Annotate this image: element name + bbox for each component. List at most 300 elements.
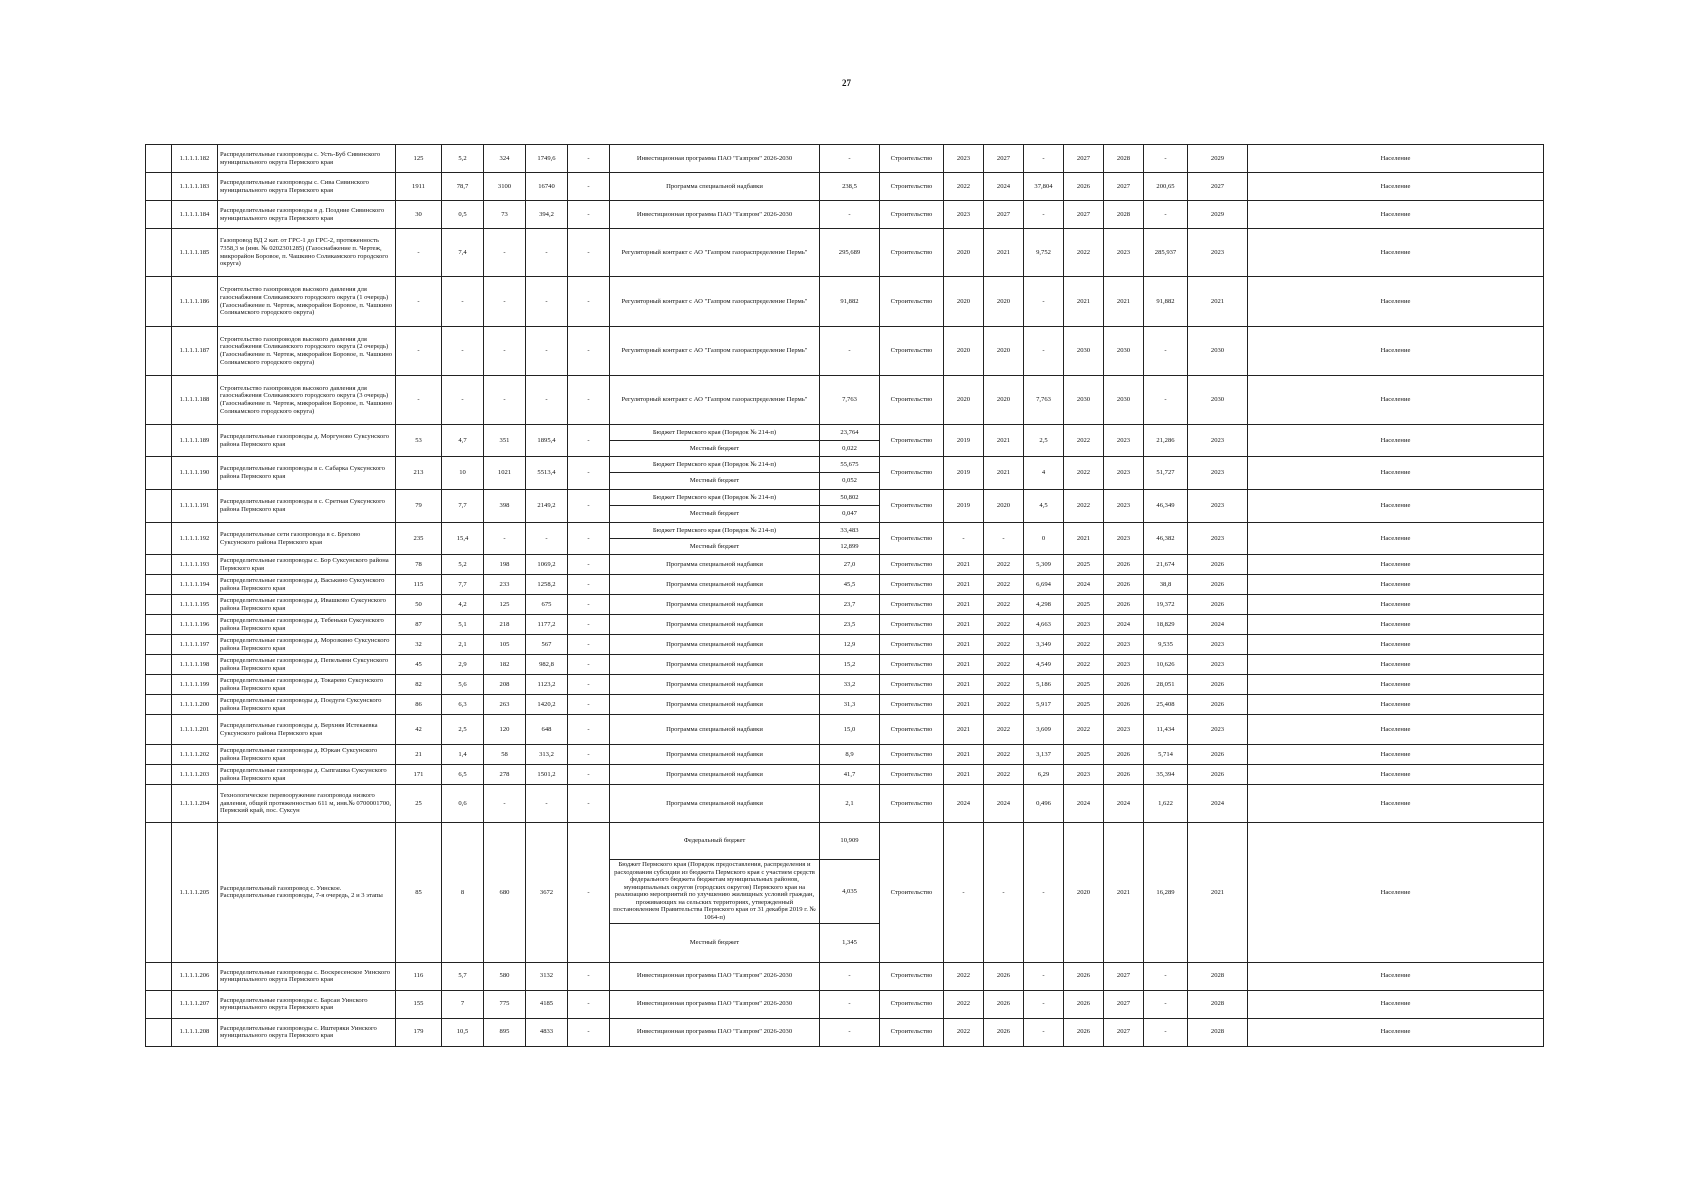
- build-cost-cell: 285,937: [1144, 229, 1188, 277]
- blank-cell: [146, 595, 172, 615]
- annual-volume-cell: -: [526, 376, 568, 425]
- work-type-cell: Строительство: [880, 1018, 944, 1046]
- design-cost-cell: -: [1024, 327, 1064, 376]
- funding-amount-cell: 33,483: [820, 523, 880, 539]
- build-cost-cell: -: [1144, 376, 1188, 425]
- design-start-cell: 2020: [944, 327, 984, 376]
- gas-volume-cell: 895: [484, 1018, 526, 1046]
- households-cell: 125: [396, 145, 442, 173]
- design-cost-cell: -: [1024, 145, 1064, 173]
- funding-source-cell: Регуляторный контракт с АО "Газпром газораспределение Пермь": [610, 327, 820, 376]
- funding-source-cell: Программа специальной надбавки: [610, 765, 820, 785]
- design-cost-cell: 6,694: [1024, 575, 1064, 595]
- blank-cell: [146, 962, 172, 990]
- build-cost-cell: 10,626: [1144, 655, 1188, 675]
- consumer-category-cell: Население: [1248, 675, 1544, 695]
- design-end-cell: 2020: [984, 327, 1024, 376]
- build-start-cell: 2023: [1064, 765, 1104, 785]
- length-km-cell: 5,6: [442, 675, 484, 695]
- length-km-cell: 7,7: [442, 575, 484, 595]
- build-start-cell: 2025: [1064, 695, 1104, 715]
- work-type-cell: Строительство: [880, 715, 944, 745]
- households-cell: 42: [396, 715, 442, 745]
- commission-year-cell: 2026: [1188, 575, 1248, 595]
- object-name-cell: Распределительные газопроводы с. Сива Сивинского муниципального округа Пермского края: [218, 173, 396, 201]
- design-start-cell: 2021: [944, 765, 984, 785]
- item-number-cell: 1.1.1.1.193: [172, 555, 218, 575]
- annual-volume-cell: 648: [526, 715, 568, 745]
- build-start-cell: 2024: [1064, 785, 1104, 823]
- annual-volume-cell: 1123,2: [526, 675, 568, 695]
- design-start-cell: 2024: [944, 785, 984, 823]
- build-end-cell: 2028: [1104, 201, 1144, 229]
- build-cost-cell: -: [1144, 201, 1188, 229]
- industrial-cell: -: [568, 229, 610, 277]
- item-number-cell: 1.1.1.1.201: [172, 715, 218, 745]
- work-type-cell: Строительство: [880, 425, 944, 457]
- commission-year-cell: 2030: [1188, 376, 1248, 425]
- item-number-cell: 1.1.1.1.199: [172, 675, 218, 695]
- length-km-cell: 7: [442, 990, 484, 1018]
- work-type-cell: Строительство: [880, 675, 944, 695]
- funding-source-cell: Регуляторный контракт с АО "Газпром газораспределение Пермь": [610, 277, 820, 327]
- table-row: [146, 990, 1544, 1018]
- blank-cell: [146, 675, 172, 695]
- blank-cell: [146, 376, 172, 425]
- item-number-cell: 1.1.1.1.184: [172, 201, 218, 229]
- funding-amount-cell: 1,345: [820, 923, 880, 962]
- item-number-cell: 1.1.1.1.191: [172, 490, 218, 523]
- length-km-cell: -: [442, 277, 484, 327]
- funding-source-cell: Бюджет Пермского края (Порядок № 214-п): [610, 490, 820, 506]
- item-number-cell: 1.1.1.1.207: [172, 990, 218, 1018]
- length-km-cell: 6,5: [442, 765, 484, 785]
- build-end-cell: 2027: [1104, 1018, 1144, 1046]
- build-cost-cell: 35,394: [1144, 765, 1188, 785]
- build-cost-cell: 16,289: [1144, 823, 1188, 963]
- page-number: 27: [842, 78, 851, 88]
- work-type-cell: Строительство: [880, 595, 944, 615]
- length-km-cell: 2,1: [442, 635, 484, 655]
- funding-amount-cell: 15,0: [820, 715, 880, 745]
- industrial-cell: -: [568, 376, 610, 425]
- build-cost-cell: 46,349: [1144, 490, 1188, 523]
- annual-volume-cell: 2149,2: [526, 490, 568, 523]
- industrial-cell: -: [568, 823, 610, 963]
- build-end-cell: 2030: [1104, 376, 1144, 425]
- design-end-cell: 2022: [984, 575, 1024, 595]
- blank-cell: [146, 229, 172, 277]
- build-start-cell: 2025: [1064, 555, 1104, 575]
- funding-source-cell: Программа специальной надбавки: [610, 173, 820, 201]
- work-type-cell: Строительство: [880, 229, 944, 277]
- households-cell: -: [396, 277, 442, 327]
- table-row: [146, 425, 1544, 441]
- design-start-cell: 2022: [944, 962, 984, 990]
- households-cell: 115: [396, 575, 442, 595]
- table-row: [146, 229, 1544, 277]
- build-cost-cell: 91,882: [1144, 277, 1188, 327]
- build-end-cell: 2023: [1104, 229, 1144, 277]
- length-km-cell: 15,4: [442, 523, 484, 555]
- build-start-cell: 2025: [1064, 675, 1104, 695]
- item-number-cell: 1.1.1.1.192: [172, 523, 218, 555]
- item-number-cell: 1.1.1.1.187: [172, 327, 218, 376]
- work-type-cell: Строительство: [880, 555, 944, 575]
- funding-source-cell: Регуляторный контракт с АО "Газпром газораспределение Пермь": [610, 376, 820, 425]
- design-cost-cell: 5,309: [1024, 555, 1064, 575]
- work-type-cell: Строительство: [880, 990, 944, 1018]
- build-cost-cell: 21,674: [1144, 555, 1188, 575]
- industrial-cell: -: [568, 277, 610, 327]
- build-start-cell: 2025: [1064, 595, 1104, 615]
- funding-source-cell: Инвестиционная программа ПАО "Газпром" 2026-2030: [610, 1018, 820, 1046]
- commission-year-cell: 2026: [1188, 695, 1248, 715]
- households-cell: 32: [396, 635, 442, 655]
- households-cell: 1911: [396, 173, 442, 201]
- design-end-cell: 2026: [984, 1018, 1024, 1046]
- funding-amount-cell: 4,035: [820, 860, 880, 924]
- work-type-cell: Строительство: [880, 327, 944, 376]
- funding-source-cell: Регуляторный контракт с АО "Газпром газораспределение Пермь": [610, 229, 820, 277]
- build-start-cell: 2026: [1064, 990, 1104, 1018]
- commission-year-cell: 2024: [1188, 785, 1248, 823]
- design-end-cell: 2024: [984, 173, 1024, 201]
- gas-volume-cell: -: [484, 229, 526, 277]
- table-row: [146, 575, 1544, 595]
- funding-source-cell: Местный бюджет: [610, 539, 820, 555]
- consumer-category-cell: Население: [1248, 376, 1544, 425]
- annual-volume-cell: 1258,2: [526, 575, 568, 595]
- households-cell: 45: [396, 655, 442, 675]
- design-end-cell: 2027: [984, 201, 1024, 229]
- annual-volume-cell: 1177,2: [526, 615, 568, 635]
- gas-volume-cell: 218: [484, 615, 526, 635]
- funding-source-cell: Программа специальной надбавки: [610, 635, 820, 655]
- commission-year-cell: 2026: [1188, 745, 1248, 765]
- table-row: [146, 457, 1544, 473]
- table-body: [146, 145, 1544, 1047]
- design-end-cell: 2026: [984, 962, 1024, 990]
- commission-year-cell: 2023: [1188, 715, 1248, 745]
- households-cell: -: [396, 376, 442, 425]
- consumer-category-cell: Население: [1248, 425, 1544, 457]
- gas-volume-cell: -: [484, 785, 526, 823]
- funding-source-cell: Местный бюджет: [610, 473, 820, 490]
- gas-volume-cell: 3100: [484, 173, 526, 201]
- length-km-cell: 6,3: [442, 695, 484, 715]
- funding-amount-cell: 12,9: [820, 635, 880, 655]
- design-end-cell: 2022: [984, 745, 1024, 765]
- length-km-cell: 7,4: [442, 229, 484, 277]
- commission-year-cell: 2024: [1188, 615, 1248, 635]
- design-cost-cell: 0,496: [1024, 785, 1064, 823]
- funding-source-cell: Программа специальной надбавки: [610, 675, 820, 695]
- funding-source-cell: Программа специальной надбавки: [610, 595, 820, 615]
- industrial-cell: -: [568, 575, 610, 595]
- object-name-cell: Распределительные газопроводы д. Токарево Суксунского района Пермского края: [218, 675, 396, 695]
- table-row: [146, 1018, 1544, 1046]
- build-end-cell: 2027: [1104, 990, 1144, 1018]
- design-start-cell: 2019: [944, 457, 984, 490]
- object-name-cell: Распределительные газопроводы с. Барсаи Уинского муниципального округа Пермского края: [218, 990, 396, 1018]
- gasification-program-table: [145, 144, 1544, 1047]
- households-cell: 82: [396, 675, 442, 695]
- table-row: [146, 785, 1544, 823]
- work-type-cell: Строительство: [880, 457, 944, 490]
- build-end-cell: 2024: [1104, 785, 1144, 823]
- build-cost-cell: 51,727: [1144, 457, 1188, 490]
- design-end-cell: 2022: [984, 555, 1024, 575]
- blank-cell: [146, 635, 172, 655]
- design-end-cell: 2021: [984, 457, 1024, 490]
- work-type-cell: Строительство: [880, 655, 944, 675]
- households-cell: -: [396, 327, 442, 376]
- gas-volume-cell: 278: [484, 765, 526, 785]
- funding-amount-cell: -: [820, 327, 880, 376]
- annual-volume-cell: -: [526, 785, 568, 823]
- commission-year-cell: 2029: [1188, 145, 1248, 173]
- object-name-cell: Распределительные газопроводы в с. Сабарка Суксунского района Пермского края: [218, 457, 396, 490]
- industrial-cell: -: [568, 425, 610, 457]
- build-end-cell: 2026: [1104, 765, 1144, 785]
- annual-volume-cell: -: [526, 523, 568, 555]
- design-cost-cell: 5,917: [1024, 695, 1064, 715]
- blank-cell: [146, 575, 172, 595]
- commission-year-cell: 2023: [1188, 490, 1248, 523]
- funding-source-cell: Местный бюджет: [610, 923, 820, 962]
- funding-amount-cell: 45,5: [820, 575, 880, 595]
- build-end-cell: 2026: [1104, 555, 1144, 575]
- annual-volume-cell: 1069,2: [526, 555, 568, 575]
- design-start-cell: -: [944, 823, 984, 963]
- funding-source-cell: Программа специальной надбавки: [610, 655, 820, 675]
- industrial-cell: -: [568, 201, 610, 229]
- funding-amount-cell: 12,899: [820, 539, 880, 555]
- households-cell: 179: [396, 1018, 442, 1046]
- table-row: [146, 695, 1544, 715]
- item-number-cell: 1.1.1.1.183: [172, 173, 218, 201]
- object-name-cell: Распределительные газопроводы д. Верхняя Истекаевка Суксунского района Пермского края: [218, 715, 396, 745]
- build-start-cell: 2026: [1064, 962, 1104, 990]
- industrial-cell: -: [568, 990, 610, 1018]
- funding-amount-cell: 295,689: [820, 229, 880, 277]
- table-row: [146, 555, 1544, 575]
- annual-volume-cell: 313,2: [526, 745, 568, 765]
- blank-cell: [146, 523, 172, 555]
- design-end-cell: 2022: [984, 595, 1024, 615]
- build-cost-cell: -: [1144, 990, 1188, 1018]
- length-km-cell: 10: [442, 457, 484, 490]
- funding-amount-cell: 2,1: [820, 785, 880, 823]
- table-row: [146, 962, 1544, 990]
- table-row: [146, 615, 1544, 635]
- gas-volume-cell: -: [484, 277, 526, 327]
- funding-source-cell: Бюджет Пермского края (Порядок предоставления, распределения и расходования субсидии из бюджета Пермского края с участием средств федерального бюджета бюджетам муниципальных районов, муниципальных округов (городских округов) Пермского края на реализацию мероприятий по улучшению жилищных условий граждан, проживающих на сельских территориях, утвержденный постановлением Правительства Пермского края от 31 декабря 2019 г. № 1064-п): [610, 860, 820, 924]
- funding-source-cell: Инвестиционная программа ПАО "Газпром" 2026-2030: [610, 201, 820, 229]
- funding-amount-cell: -: [820, 201, 880, 229]
- funding-source-cell: Инвестиционная программа ПАО "Газпром" 2026-2030: [610, 145, 820, 173]
- industrial-cell: -: [568, 675, 610, 695]
- consumer-category-cell: Население: [1248, 229, 1544, 277]
- object-name-cell: Распределительные газопроводы д. Моргуново Суксунского района Пермского края: [218, 425, 396, 457]
- design-start-cell: 2020: [944, 376, 984, 425]
- work-type-cell: Строительство: [880, 490, 944, 523]
- gas-volume-cell: -: [484, 523, 526, 555]
- build-end-cell: 2021: [1104, 823, 1144, 963]
- industrial-cell: -: [568, 457, 610, 490]
- funding-amount-cell: 31,3: [820, 695, 880, 715]
- funding-amount-cell: 238,5: [820, 173, 880, 201]
- industrial-cell: -: [568, 1018, 610, 1046]
- funding-source-cell: Программа специальной надбавки: [610, 615, 820, 635]
- households-cell: 30: [396, 201, 442, 229]
- consumer-category-cell: Население: [1248, 715, 1544, 745]
- commission-year-cell: 2026: [1188, 555, 1248, 575]
- design-cost-cell: 3,349: [1024, 635, 1064, 655]
- blank-cell: [146, 173, 172, 201]
- industrial-cell: -: [568, 785, 610, 823]
- build-end-cell: 2023: [1104, 457, 1144, 490]
- work-type-cell: Строительство: [880, 575, 944, 595]
- build-end-cell: 2026: [1104, 675, 1144, 695]
- work-type-cell: Строительство: [880, 695, 944, 715]
- gas-volume-cell: 775: [484, 990, 526, 1018]
- table-row: [146, 173, 1544, 201]
- households-cell: 79: [396, 490, 442, 523]
- design-cost-cell: 4: [1024, 457, 1064, 490]
- item-number-cell: 1.1.1.1.205: [172, 823, 218, 963]
- funding-source-cell: Инвестиционная программа ПАО "Газпром" 2026-2030: [610, 962, 820, 990]
- build-end-cell: 2028: [1104, 145, 1144, 173]
- design-cost-cell: 7,763: [1024, 376, 1064, 425]
- object-name-cell: Распределительные газопроводы д. Морозкино Суксунского района Пермского края: [218, 635, 396, 655]
- blank-cell: [146, 457, 172, 490]
- item-number-cell: 1.1.1.1.185: [172, 229, 218, 277]
- work-type-cell: Строительство: [880, 523, 944, 555]
- commission-year-cell: 2029: [1188, 201, 1248, 229]
- industrial-cell: -: [568, 635, 610, 655]
- design-start-cell: 2020: [944, 277, 984, 327]
- work-type-cell: Строительство: [880, 823, 944, 963]
- work-type-cell: Строительство: [880, 962, 944, 990]
- commission-year-cell: 2023: [1188, 457, 1248, 490]
- table-row: [146, 490, 1544, 506]
- object-name-cell: Распределительные газопроводы в с. Сретная Суксунского района Пермского края: [218, 490, 396, 523]
- funding-amount-cell: 8,9: [820, 745, 880, 765]
- table-row: [146, 277, 1544, 327]
- design-start-cell: 2021: [944, 715, 984, 745]
- gas-volume-cell: 125: [484, 595, 526, 615]
- build-end-cell: 2023: [1104, 490, 1144, 523]
- industrial-cell: -: [568, 595, 610, 615]
- households-cell: 50: [396, 595, 442, 615]
- length-km-cell: 4,7: [442, 425, 484, 457]
- consumer-category-cell: Население: [1248, 745, 1544, 765]
- build-end-cell: 2026: [1104, 745, 1144, 765]
- table-row: [146, 523, 1544, 539]
- design-end-cell: 2021: [984, 425, 1024, 457]
- design-cost-cell: -: [1024, 277, 1064, 327]
- industrial-cell: -: [568, 490, 610, 523]
- object-name-cell: Распределительные сети газопровода в с. Брехово Суксунского района Пермского края: [218, 523, 396, 555]
- funding-source-cell: Местный бюджет: [610, 441, 820, 457]
- table-row: [146, 145, 1544, 173]
- commission-year-cell: 2026: [1188, 765, 1248, 785]
- build-start-cell: 2022: [1064, 425, 1104, 457]
- design-end-cell: 2020: [984, 277, 1024, 327]
- item-number-cell: 1.1.1.1.190: [172, 457, 218, 490]
- funding-source-cell: Программа специальной надбавки: [610, 715, 820, 745]
- object-name-cell: Распределительные газопроводы д. Поедуги Суксунского района Пермского края: [218, 695, 396, 715]
- design-cost-cell: 4,298: [1024, 595, 1064, 615]
- design-end-cell: 2022: [984, 655, 1024, 675]
- annual-volume-cell: 1749,6: [526, 145, 568, 173]
- consumer-category-cell: Население: [1248, 201, 1544, 229]
- blank-cell: [146, 490, 172, 523]
- design-cost-cell: -: [1024, 990, 1064, 1018]
- blank-cell: [146, 765, 172, 785]
- funding-amount-cell: 50,802: [820, 490, 880, 506]
- funding-source-cell: Программа специальной надбавки: [610, 745, 820, 765]
- commission-year-cell: 2021: [1188, 277, 1248, 327]
- work-type-cell: Строительство: [880, 201, 944, 229]
- design-cost-cell: -: [1024, 962, 1064, 990]
- annual-volume-cell: 1420,2: [526, 695, 568, 715]
- gas-volume-cell: 580: [484, 962, 526, 990]
- build-cost-cell: 11,434: [1144, 715, 1188, 745]
- object-name-cell: Распределительные газопроводы д. Ивашково Суксунского района Пермского края: [218, 595, 396, 615]
- consumer-category-cell: Население: [1248, 523, 1544, 555]
- funding-amount-cell: 7,763: [820, 376, 880, 425]
- households-cell: 87: [396, 615, 442, 635]
- gas-volume-cell: 73: [484, 201, 526, 229]
- build-cost-cell: 46,382: [1144, 523, 1188, 555]
- table-row: [146, 823, 1544, 860]
- design-end-cell: 2022: [984, 695, 1024, 715]
- households-cell: 171: [396, 765, 442, 785]
- build-end-cell: 2026: [1104, 595, 1144, 615]
- item-number-cell: 1.1.1.1.195: [172, 595, 218, 615]
- consumer-category-cell: Население: [1248, 1018, 1544, 1046]
- annual-volume-cell: 16740: [526, 173, 568, 201]
- annual-volume-cell: -: [526, 229, 568, 277]
- commission-year-cell: 2027: [1188, 173, 1248, 201]
- consumer-category-cell: Население: [1248, 145, 1544, 173]
- design-start-cell: 2019: [944, 490, 984, 523]
- households-cell: 53: [396, 425, 442, 457]
- industrial-cell: -: [568, 715, 610, 745]
- funding-amount-cell: 91,882: [820, 277, 880, 327]
- build-start-cell: 2021: [1064, 523, 1104, 555]
- commission-year-cell: 2023: [1188, 655, 1248, 675]
- gas-volume-cell: 208: [484, 675, 526, 695]
- funding-amount-cell: -: [820, 962, 880, 990]
- design-end-cell: 2022: [984, 715, 1024, 745]
- design-start-cell: 2021: [944, 555, 984, 575]
- funding-source-cell: Бюджет Пермского края (Порядок № 214-п): [610, 523, 820, 539]
- build-end-cell: 2026: [1104, 575, 1144, 595]
- design-end-cell: 2022: [984, 615, 1024, 635]
- design-end-cell: 2021: [984, 229, 1024, 277]
- item-number-cell: 1.1.1.1.208: [172, 1018, 218, 1046]
- design-end-cell: 2020: [984, 490, 1024, 523]
- build-cost-cell: 9,535: [1144, 635, 1188, 655]
- design-start-cell: -: [944, 523, 984, 555]
- design-start-cell: 2021: [944, 635, 984, 655]
- annual-volume-cell: 675: [526, 595, 568, 615]
- blank-cell: [146, 823, 172, 963]
